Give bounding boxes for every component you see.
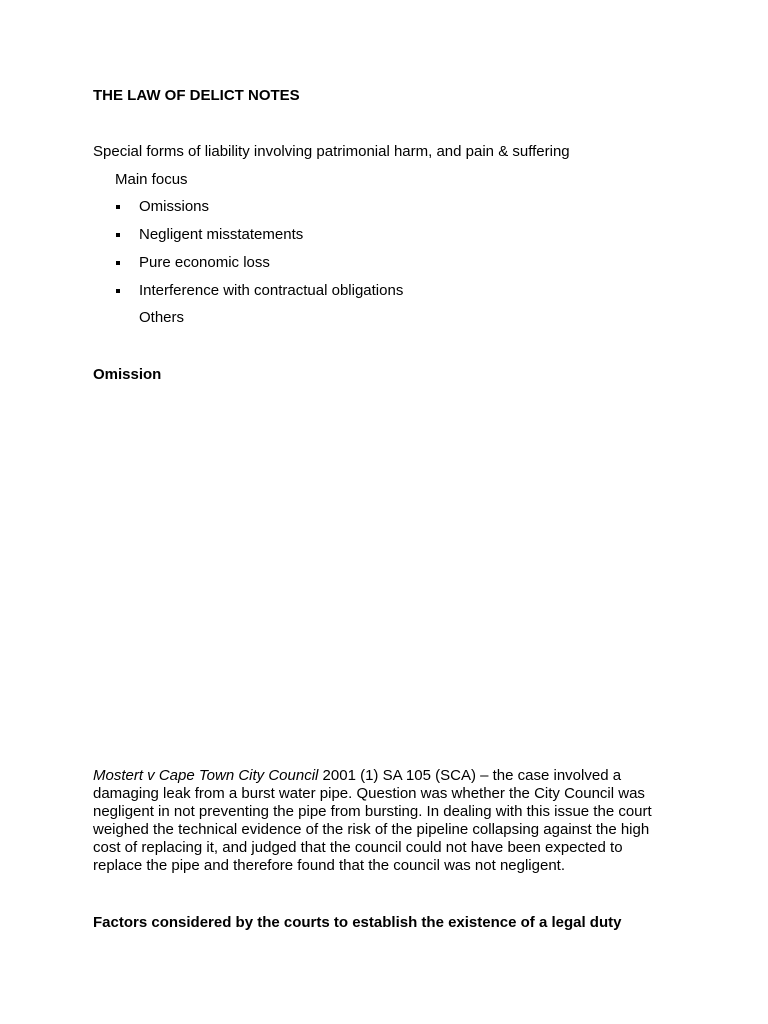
case-line: damaging leak from a burst water pipe. Question was whether the City Council was (93, 785, 645, 802)
others-label: Others (139, 309, 185, 326)
focus-label: Main focus (115, 171, 188, 188)
list-item-label: Pure economic loss (139, 254, 270, 271)
bullet-icon (116, 205, 120, 209)
case-citation: 2001 (1) SA 105 (SCA) – the case involved a (318, 767, 622, 784)
case-paragraph (93, 767, 683, 875)
section-heading-factors: Factors considered by the courts to establish the existence of a legal duty (93, 914, 622, 931)
intro-text: Special forms of liability involving patrimonial harm, and pain & suffering (93, 143, 570, 160)
list-item-label: Interference with contractual obligations (139, 282, 404, 299)
list-item-label: Negligent misstatements (139, 226, 304, 243)
section-heading-omission: Omission (93, 366, 162, 383)
case-line: negligent in not preventing the pipe from bursting. In dealing with this issue the court (93, 803, 652, 820)
list-item-label: Omissions (139, 198, 210, 215)
bullet-icon (116, 289, 120, 293)
case-line: cost of replacing it, and judged that the council could not have been expected to (93, 839, 623, 856)
document-title: THE LAW OF DELICT NOTES (93, 87, 300, 104)
case-first-line (93, 767, 683, 785)
case-line: weighed the technical evidence of the risk of the pipeline collapsing against the high (93, 821, 650, 838)
bullet-icon (116, 233, 120, 237)
case-name: Mostert v Cape Town City Council (93, 767, 319, 784)
bullet-icon (116, 261, 120, 265)
case-line: replace the pipe and therefore found that the council was not negligent. (93, 857, 565, 874)
